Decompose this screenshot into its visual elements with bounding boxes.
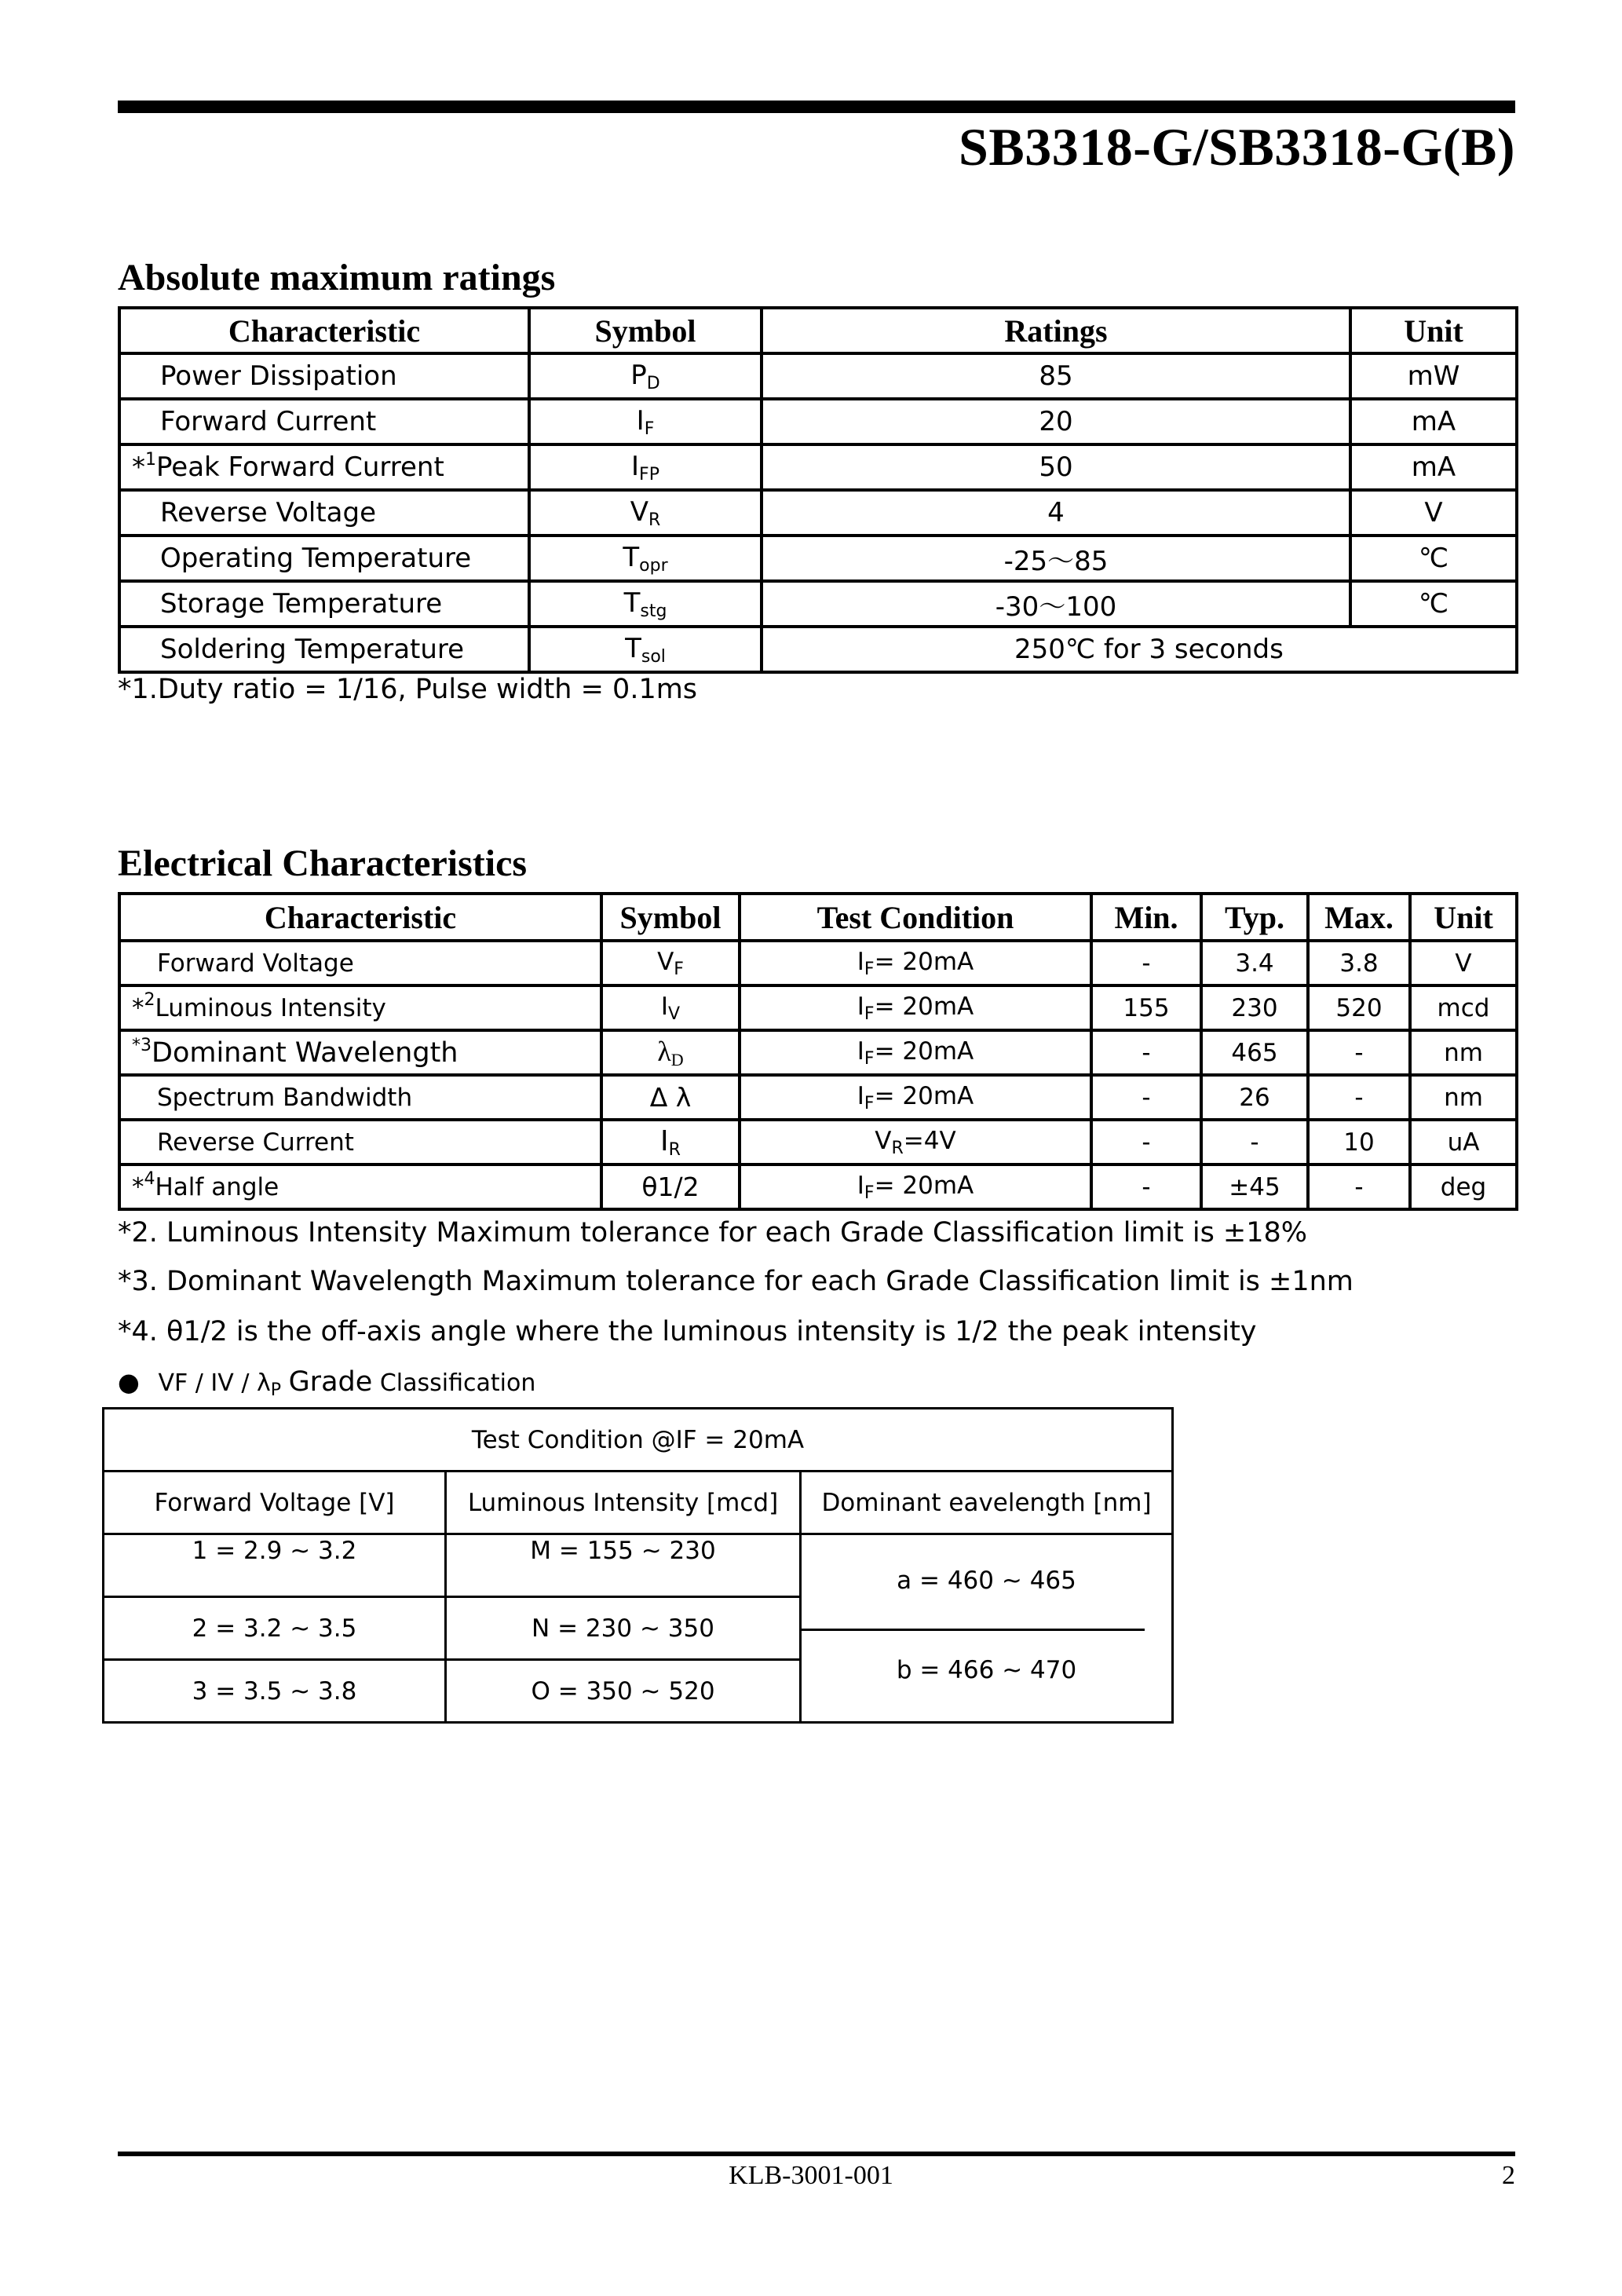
rating-cell: 20	[762, 399, 1350, 444]
min-cell: -	[1091, 1075, 1201, 1120]
characteristic-cell	[119, 627, 529, 672]
unit-cell: deg	[1410, 1164, 1517, 1209]
symbol-text: V	[657, 947, 674, 976]
symbol-text: T	[625, 632, 641, 664]
table-row	[119, 581, 1517, 627]
characteristic-cell	[119, 536, 529, 581]
characteristic-cell	[119, 581, 529, 627]
characteristic-name: Dominant Wavelength	[152, 1036, 458, 1069]
symbol-text: I	[660, 992, 669, 1021]
characteristic-name: Half angle	[155, 1172, 279, 1201]
table-row	[119, 1075, 1517, 1120]
document-title: SB3318-G/SB3318-G(B)	[959, 117, 1515, 177]
table-row	[119, 1030, 1517, 1075]
grade-table	[102, 1407, 1174, 1724]
condition-value: = 20mA	[874, 992, 974, 1021]
col-unit: Unit	[1410, 894, 1517, 941]
symbol-cell	[529, 627, 762, 672]
characteristic-cell	[119, 985, 601, 1030]
wl-divider	[802, 1629, 1145, 1631]
symbol-cell	[529, 536, 762, 581]
symbol-text: I	[636, 404, 645, 437]
top-rule	[118, 101, 1515, 113]
characteristic-name: Power Dissipation	[160, 360, 397, 392]
characteristic-cell	[119, 1164, 601, 1209]
footnote-sup: 4	[144, 1168, 155, 1189]
min-cell: -	[1091, 1164, 1201, 1209]
characteristic-name: Spectrum Bandwidth	[157, 1083, 413, 1112]
iv-grade-cell: M = 155 ~ 230	[446, 1534, 801, 1597]
soldering-rating-cell: 250℃ for 3 seconds	[762, 627, 1517, 672]
wl-grade-b: b = 466 ~ 470	[896, 1656, 1077, 1684]
col-test-condition: Test Condition	[740, 894, 1091, 941]
col-unit: Unit	[1350, 308, 1517, 353]
max-cell: -	[1308, 1030, 1410, 1075]
table-row	[119, 1164, 1517, 1209]
max-cell: 10	[1308, 1120, 1410, 1164]
bullet-icon: ●	[118, 1367, 140, 1397]
characteristic-cell	[119, 353, 529, 399]
symbol-cell	[601, 941, 740, 985]
max-cell: 520	[1308, 985, 1410, 1030]
footnote-sup: 1	[145, 450, 156, 470]
characteristic-cell	[119, 444, 529, 490]
symbol-text: I	[660, 1124, 669, 1157]
characteristic-name: Operating Temperature	[160, 543, 472, 574]
symbol-sub: R	[648, 510, 661, 530]
col-min: Min.	[1091, 894, 1201, 941]
grade-heading-classification: Classification	[379, 1369, 536, 1397]
symbol-cell	[529, 490, 762, 536]
condition-value: = 20mA	[874, 1171, 974, 1200]
max-cell: 3.8	[1308, 941, 1410, 985]
col-symbol: Symbol	[529, 308, 762, 353]
max-cell: -	[1308, 1164, 1410, 1209]
vf-grade-cell: 2 = 3.2 ~ 3.5	[104, 1597, 446, 1660]
symbol-sub: opr	[639, 555, 668, 576]
unit-cell: ℃	[1350, 581, 1517, 627]
elec-footnote-2: *2. Luminous Intensity Maximum tolerance for each Grade Classification limit is ±18%	[118, 1217, 1308, 1249]
condition-cell	[740, 1164, 1091, 1209]
symbol-sub: R	[668, 1139, 681, 1160]
rating-cell: -25～85	[762, 536, 1350, 581]
table-row	[119, 627, 1517, 672]
min-cell: -	[1091, 1120, 1201, 1164]
typ-cell: 3.4	[1201, 941, 1308, 985]
symbol-sub: D	[670, 1050, 684, 1069]
col-symbol: Symbol	[601, 894, 740, 941]
condition-cell	[740, 1120, 1091, 1164]
rating-cell: 4	[762, 490, 1350, 536]
condition-sub: F	[864, 1004, 875, 1024]
elec-header-row	[119, 894, 1517, 941]
characteristic-name: Reverse Current	[157, 1128, 354, 1157]
abs-max-header-row	[119, 308, 1517, 353]
col-max: Max.	[1308, 894, 1410, 941]
symbol-cell	[601, 1164, 740, 1209]
min-cell: 155	[1091, 985, 1201, 1030]
characteristic-name: Forward Voltage	[157, 949, 354, 978]
symbol-sub: V	[668, 1004, 681, 1024]
grade-heading-grade: Grade	[288, 1366, 373, 1398]
iv-grade-cell: O = 350 ~ 520	[446, 1660, 801, 1723]
footer-document-code: KLB-3001-001	[729, 2161, 893, 2190]
table-row	[119, 1120, 1517, 1164]
characteristic-cell	[119, 1120, 601, 1164]
characteristic-name: Forward Current	[160, 406, 377, 437]
characteristic-cell	[119, 941, 601, 985]
characteristic-cell	[119, 1030, 601, 1075]
condition-value: =4V	[903, 1126, 956, 1155]
rating-cell: 50	[762, 444, 1350, 490]
unit-cell: ℃	[1350, 536, 1517, 581]
rating-cell: -30～100	[762, 581, 1350, 627]
col-typ: Typ.	[1201, 894, 1308, 941]
symbol-cell	[529, 444, 762, 490]
condition-cell	[740, 1075, 1091, 1120]
unit-cell: mA	[1350, 444, 1517, 490]
col-forward-voltage: Forward Voltage [V]	[104, 1472, 446, 1534]
condition-cell	[740, 985, 1091, 1030]
table-row	[119, 444, 1517, 490]
col-luminous-intensity: Luminous Intensity [mcd]	[446, 1472, 801, 1534]
symbol-cell	[529, 581, 762, 627]
characteristic-name: Soldering Temperature	[160, 634, 465, 665]
symbol-sub: sol	[641, 646, 666, 667]
footnote-mark: *	[132, 993, 144, 1022]
vf-grade-cell: 1 = 2.9 ~ 3.2	[104, 1534, 446, 1597]
symbol-cell	[529, 399, 762, 444]
test-condition-cell: Test Condition @IF = 20mA	[104, 1409, 1173, 1472]
condition-value: = 20mA	[874, 947, 974, 976]
max-cell: -	[1308, 1075, 1410, 1120]
vf-grade-cell: 3 = 3.5 ~ 3.8	[104, 1660, 446, 1723]
symbol-text: Δ λ	[649, 1082, 692, 1113]
footnote-mark: *	[132, 452, 145, 483]
typ-cell: -	[1201, 1120, 1308, 1164]
characteristic-name: Reverse Voltage	[160, 497, 377, 528]
condition-value: = 20mA	[874, 1036, 974, 1066]
col-dominant-wavelength: Dominant eavelength [nm]	[801, 1472, 1173, 1534]
rating-cell: 85	[762, 353, 1350, 399]
col-ratings: Ratings	[762, 308, 1350, 353]
table-row	[119, 353, 1517, 399]
unit-cell: nm	[1410, 1075, 1517, 1120]
unit-cell: mW	[1350, 353, 1517, 399]
condition-symbol: V	[875, 1126, 892, 1155]
symbol-sub: D	[646, 373, 660, 393]
table-row	[104, 1534, 1173, 1597]
typ-cell: 26	[1201, 1075, 1308, 1120]
elec-footnote-4: *4. θ1/2 is the off-axis angle where the luminous intensity is 1/2 the peak intensity	[118, 1316, 1257, 1347]
unit-cell: nm	[1410, 1030, 1517, 1075]
table-row	[119, 399, 1517, 444]
condition-sub: F	[864, 1048, 875, 1069]
grade-heading-symbols: VF / IV / λ	[158, 1369, 271, 1397]
condition-cell	[740, 941, 1091, 985]
grade-heading	[118, 1366, 535, 1400]
condition-sub: F	[864, 1093, 875, 1113]
unit-cell: mcd	[1410, 985, 1517, 1030]
wavelength-grade-cell	[801, 1534, 1173, 1723]
iv-grade-cell: N = 230 ~ 350	[446, 1597, 801, 1660]
typ-cell: ±45	[1201, 1164, 1308, 1209]
symbol-sub: F	[674, 959, 684, 979]
abs-max-title: Absolute maximum ratings	[118, 257, 556, 298]
characteristic-name: Luminous Intensity	[155, 993, 386, 1022]
condition-sub: R	[891, 1138, 904, 1158]
characteristic-cell	[119, 399, 529, 444]
condition-symbol: I	[857, 992, 864, 1021]
abs-max-table	[118, 306, 1518, 674]
symbol-cell	[601, 985, 740, 1030]
grade-heading-sub: P	[270, 1380, 282, 1400]
abs-max-footnote: *1.Duty ratio = 1/16, Pulse width = 0.1ms	[118, 674, 698, 705]
characteristic-cell	[119, 490, 529, 536]
footnote-mark: *	[132, 1172, 144, 1201]
grade-header-row	[104, 1472, 1173, 1534]
condition-sub: F	[864, 1183, 875, 1203]
typ-cell: 230	[1201, 985, 1308, 1030]
symbol-cell	[601, 1030, 740, 1075]
symbol-text: V	[630, 495, 648, 528]
condition-symbol: I	[857, 947, 864, 976]
symbol-text: P	[630, 359, 647, 391]
characteristic-cell	[119, 1075, 601, 1120]
symbol-text: I	[631, 450, 640, 482]
col-characteristic: Characteristic	[119, 894, 601, 941]
condition-value: = 20mA	[874, 1081, 974, 1110]
elec-table	[118, 892, 1518, 1211]
footnote-sup: *3	[132, 1035, 152, 1055]
grade-test-condition-row	[104, 1409, 1173, 1472]
elec-footnote-3: *3. Dominant Wavelength Maximum tolerance for each Grade Classification limit is ±1nm	[118, 1266, 1353, 1297]
unit-cell: V	[1350, 490, 1517, 536]
table-row	[119, 985, 1517, 1030]
symbol-sub: FP	[639, 464, 659, 484]
symbol-sub: stg	[640, 601, 667, 621]
condition-symbol: I	[857, 1171, 864, 1200]
symbol-cell	[601, 1120, 740, 1164]
condition-sub: F	[864, 959, 875, 979]
table-row	[119, 536, 1517, 581]
typ-cell: 465	[1201, 1030, 1308, 1075]
characteristic-name: Storage Temperature	[160, 588, 443, 620]
symbol-text: λ	[657, 1036, 671, 1067]
unit-cell: V	[1410, 941, 1517, 985]
unit-cell: uA	[1410, 1120, 1517, 1164]
page-number: 2	[1502, 2161, 1515, 2190]
symbol-text: T	[623, 541, 640, 573]
min-cell: -	[1091, 941, 1201, 985]
wl-grade-a: a = 460 ~ 465	[897, 1567, 1076, 1595]
condition-cell	[740, 1030, 1091, 1075]
footnote-sup: 2	[144, 989, 155, 1010]
symbol-cell	[529, 353, 762, 399]
col-characteristic: Characteristic	[119, 308, 529, 353]
condition-symbol: I	[857, 1081, 864, 1110]
min-cell: -	[1091, 1030, 1201, 1075]
characteristic-name: Peak Forward Current	[156, 452, 444, 483]
symbol-cell	[601, 1075, 740, 1120]
table-row	[119, 490, 1517, 536]
symbol-sub: F	[644, 419, 655, 439]
bottom-rule	[118, 2152, 1515, 2156]
condition-symbol: I	[857, 1036, 864, 1066]
elec-title: Electrical Characteristics	[118, 843, 528, 884]
unit-cell: mA	[1350, 399, 1517, 444]
symbol-text: θ1/2	[641, 1172, 700, 1202]
table-row	[119, 941, 1517, 985]
symbol-text: T	[623, 587, 641, 619]
